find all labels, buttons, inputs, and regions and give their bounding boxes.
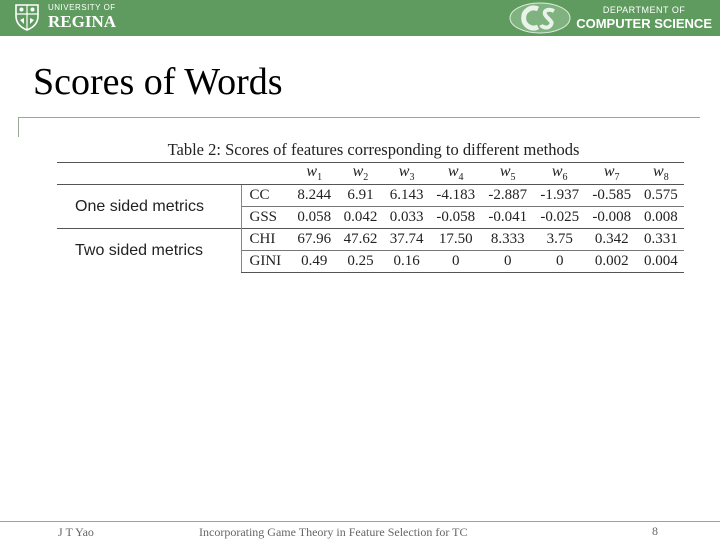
metric-label: GSS bbox=[241, 207, 291, 229]
metric-label: CC bbox=[241, 185, 291, 207]
university-name: REGINA bbox=[48, 12, 117, 31]
table-header-row bbox=[57, 163, 684, 185]
scores-table bbox=[57, 162, 684, 273]
header-blank-cell bbox=[241, 163, 291, 185]
score-cell: 0.002 bbox=[586, 251, 638, 273]
score-cell: 0.16 bbox=[384, 251, 430, 273]
score-cell: 0.331 bbox=[638, 229, 684, 251]
score-cell: 0.042 bbox=[337, 207, 383, 229]
column-header: $w_6$ bbox=[534, 163, 586, 185]
metric-label: CHI bbox=[241, 229, 291, 251]
department-name: COMPUTER SCIENCE bbox=[576, 16, 712, 31]
slide-footer bbox=[0, 521, 720, 540]
score-cell: -0.058 bbox=[430, 207, 482, 229]
score-cell: 0 bbox=[482, 251, 534, 273]
university-logo bbox=[12, 2, 116, 32]
university-small-label: UNIVERSITY OF bbox=[48, 3, 116, 12]
department-logo bbox=[508, 2, 712, 34]
crest-icon bbox=[12, 2, 42, 32]
column-header: $w_8$ bbox=[638, 163, 684, 185]
score-cell: -0.025 bbox=[534, 207, 586, 229]
score-cell: 6.91 bbox=[347, 187, 374, 203]
table-row bbox=[57, 185, 684, 207]
score-cell: 67.96 bbox=[291, 229, 337, 251]
slide-title: Scores of Words bbox=[33, 61, 283, 103]
score-cell: 0.004 bbox=[638, 251, 684, 273]
table-row bbox=[57, 229, 684, 251]
score-cell: 17.50 bbox=[430, 229, 482, 251]
column-header: $w_4$ bbox=[430, 163, 482, 185]
cs-logo-icon bbox=[508, 2, 572, 34]
score-cell: -0.585 bbox=[592, 187, 632, 203]
group-label: One sided metrics bbox=[75, 197, 204, 215]
score-cell: 3.75 bbox=[534, 229, 586, 251]
table-caption: Table 2: Scores of features corresponding to different methods bbox=[167, 140, 580, 159]
column-header: $w_5$ bbox=[482, 163, 534, 185]
column-header: $w_1$ bbox=[291, 163, 337, 185]
column-header: $w_7$ bbox=[586, 163, 638, 185]
footer-author: J T Yao bbox=[58, 525, 94, 539]
score-cell: 0 bbox=[430, 251, 482, 273]
score-cell: 8.333 bbox=[482, 229, 534, 251]
header-banner bbox=[0, 0, 720, 36]
score-cell: -0.041 bbox=[482, 207, 534, 229]
score-cell: 0.25 bbox=[337, 251, 383, 273]
header-blank-cell bbox=[57, 163, 241, 185]
score-cell: 0.033 bbox=[384, 207, 430, 229]
scores-table-container bbox=[57, 140, 684, 273]
score-cell: 0.342 bbox=[586, 229, 638, 251]
group-label: Two sided metrics bbox=[57, 229, 241, 273]
column-header: $w_2$ bbox=[337, 163, 383, 185]
score-cell: 0.49 bbox=[291, 251, 337, 273]
score-cell: 8.244 bbox=[297, 187, 332, 203]
footer-title: Incorporating Game Theory in Feature Selection for TC bbox=[199, 525, 468, 539]
title-divider bbox=[18, 117, 700, 118]
score-cell: -2.887 bbox=[488, 187, 528, 203]
score-cell: 6.143 bbox=[389, 187, 424, 203]
score-cell: -1.937 bbox=[540, 187, 580, 203]
score-cell: 0.575 bbox=[643, 187, 678, 203]
department-small-label: DEPARTMENT OF bbox=[602, 5, 686, 15]
score-cell: 0.058 bbox=[291, 207, 337, 229]
column-header: $w_3$ bbox=[384, 163, 430, 185]
score-cell: -4.183 bbox=[436, 187, 476, 203]
score-cell: 0.008 bbox=[638, 207, 684, 229]
metric-label: GINI bbox=[241, 251, 291, 273]
score-cell: -0.008 bbox=[586, 207, 638, 229]
score-cell: 47.62 bbox=[337, 229, 383, 251]
title-side-divider bbox=[18, 117, 19, 137]
footer-page-number: 8 bbox=[652, 524, 658, 538]
score-cell: 37.74 bbox=[384, 229, 430, 251]
score-cell: 0 bbox=[534, 251, 586, 273]
